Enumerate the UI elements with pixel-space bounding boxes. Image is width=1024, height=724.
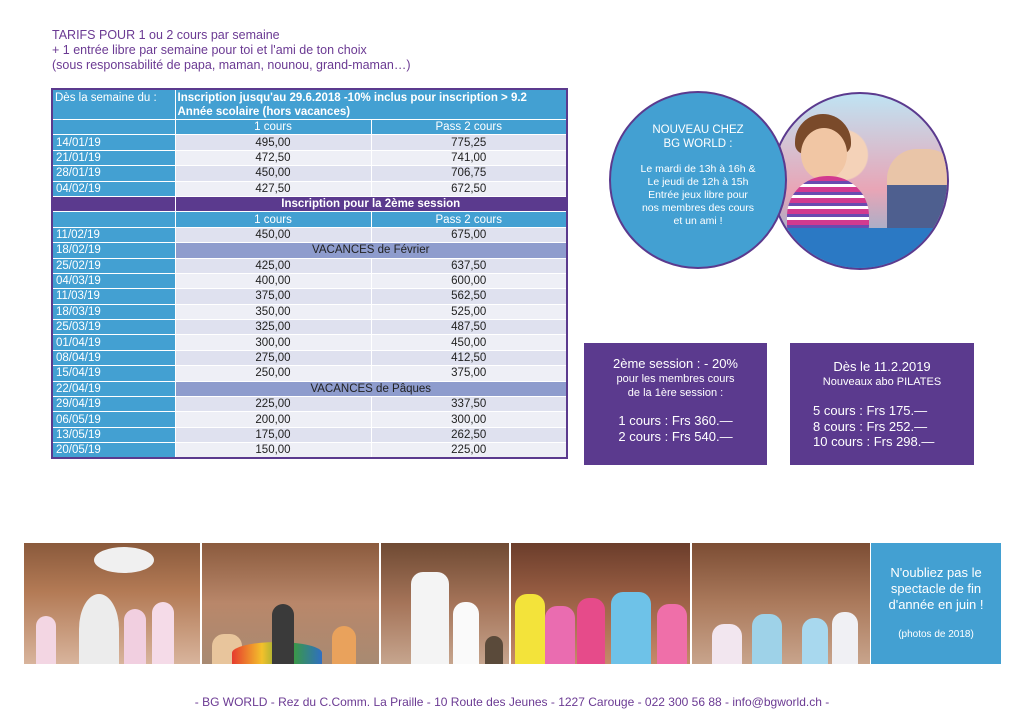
pilates-offer-price: 10 cours : Frs 298.—	[813, 434, 935, 449]
col-header-1-cours: 1 cours	[175, 212, 371, 227]
row-date: 20/05/19	[52, 443, 175, 459]
row-price-1: 350,00	[175, 304, 371, 319]
pilates-offer-box	[790, 343, 974, 465]
session-offer-price: 1 cours : Frs 360.—	[618, 413, 733, 428]
session-offer-title: 2ème session : - 20%	[612, 356, 738, 371]
empty-cell	[52, 120, 175, 135]
photo-shape	[773, 228, 947, 268]
table-row	[52, 181, 567, 196]
show-photo	[511, 543, 692, 664]
row-date: 13/05/19	[52, 427, 175, 442]
row-date: 14/01/19	[52, 135, 175, 150]
pilates-offer-price: 5 cours : Frs 175.—	[813, 403, 928, 418]
photo-shape	[577, 598, 605, 664]
row-date: 11/02/19	[52, 227, 175, 242]
footer-contact: - BG WORLD - Rez du C.Comm. La Praille - 10 Route des Jeunes - 1227 Carouge - 022 300 56 88 - info@bgworld.ch -	[194, 695, 830, 709]
info-circle-title-1: NOUVEAU CHEZ	[652, 124, 744, 136]
table-row	[52, 366, 567, 381]
row-price-1: 425,00	[175, 258, 371, 273]
empty-cell	[52, 212, 175, 227]
row-date: 25/02/19	[52, 258, 175, 273]
table-row	[52, 335, 567, 350]
info-circle	[609, 91, 787, 269]
info-circle-title	[611, 123, 785, 151]
show-photo	[381, 543, 511, 664]
show-photo	[692, 543, 870, 664]
photo-shape	[611, 592, 651, 664]
child-photo	[771, 92, 949, 270]
row-price-1: 200,00	[175, 412, 371, 427]
row-date: 25/03/19	[52, 320, 175, 335]
row-price-2: 375,00	[371, 366, 567, 381]
session-empty-cell	[52, 196, 175, 211]
table-row	[52, 289, 567, 304]
info-circle-body	[611, 163, 785, 228]
photo-shape	[411, 572, 449, 664]
pilates-offer-price: 8 cours : Frs 252.—	[813, 418, 928, 434]
row-price-1: 325,00	[175, 320, 371, 335]
photo-shape	[801, 128, 847, 180]
photo-shape	[453, 602, 479, 664]
photo-shape	[79, 594, 119, 664]
intro-line-1: TARIFS POUR 1 ou 2 cours par semaine	[52, 28, 280, 42]
show-photo	[202, 543, 381, 664]
session-offer-sub: pour les membres cours	[616, 373, 735, 385]
row-date: 06/05/19	[52, 412, 175, 427]
vacation-row	[52, 381, 567, 396]
show-photo-strip	[24, 543, 870, 664]
col-header-pass-2-cours: Pass 2 cours	[371, 212, 567, 227]
session-2-label: Inscription pour la 2ème session	[175, 196, 567, 211]
info-circle-line: Entrée jeux libre pour	[648, 189, 748, 201]
info-circle-line: Le jeudi de 12h à 15h	[647, 176, 749, 188]
photo-shape	[712, 624, 742, 664]
table-row	[52, 443, 567, 459]
table-row	[52, 412, 567, 427]
show-notice-line: d'année en juin !	[888, 597, 984, 612]
row-date: 01/04/19	[52, 335, 175, 350]
row-price-1: 275,00	[175, 350, 371, 365]
row-price-1: 472,50	[175, 150, 371, 165]
row-price-2: 487,50	[371, 320, 567, 335]
header-left: Dès la semaine du :	[52, 89, 175, 120]
table-row	[52, 258, 567, 273]
row-price-1: 150,00	[175, 443, 371, 459]
photo-shape	[657, 604, 687, 664]
row-price-2: 562,50	[371, 289, 567, 304]
table-row	[52, 397, 567, 412]
row-price-2: 300,00	[371, 412, 567, 427]
table-row	[52, 427, 567, 442]
vacation-row	[52, 243, 567, 258]
photo-shape	[752, 614, 782, 664]
row-date: 04/03/19	[52, 273, 175, 288]
row-date: 21/01/19	[52, 150, 175, 165]
col-header-1-cours: 1 cours	[175, 120, 371, 135]
vacation-label: VACANCES de Février	[175, 243, 567, 258]
row-price-2: 412,50	[371, 350, 567, 365]
row-date: 04/02/19	[52, 181, 175, 196]
photo-shape	[332, 626, 356, 664]
col-header-pass-2-cours: Pass 2 cours	[371, 120, 567, 135]
show-notice-line: spectacle de fin	[890, 581, 982, 596]
show-photo	[24, 543, 202, 664]
header-right-line-2: Année scolaire (hors vacances)	[177, 106, 351, 118]
show-notice-note: (photos de 2018)	[898, 629, 974, 640]
show-notice-line: N'oubliez pas le	[890, 565, 982, 580]
tarifs-table	[51, 88, 568, 459]
photo-shape	[802, 618, 828, 664]
session-offer-price: 2 cours : Frs 540.—	[618, 428, 733, 444]
row-price-1: 450,00	[175, 166, 371, 181]
photo-shape	[152, 602, 174, 664]
row-price-1: 427,50	[175, 181, 371, 196]
row-price-1: 375,00	[175, 289, 371, 304]
photo-shape	[272, 604, 294, 664]
session-2-offer-box	[584, 343, 767, 465]
table-row	[52, 273, 567, 288]
row-price-1: 495,00	[175, 135, 371, 150]
row-price-2: 525,00	[371, 304, 567, 319]
row-date: 22/04/19	[52, 381, 175, 396]
header-right-line-1: Inscription jusqu'au 29.6.2018 -10% inclus pour inscription > 9.2	[177, 92, 527, 104]
photo-shape	[832, 612, 858, 664]
row-date: 15/04/19	[52, 366, 175, 381]
table-row	[52, 350, 567, 365]
photo-shape	[787, 176, 869, 236]
row-price-2: 262,50	[371, 427, 567, 442]
info-circle-line: et un ami !	[673, 215, 723, 227]
table-row	[52, 166, 567, 181]
show-notice-box	[871, 543, 1001, 664]
row-price-2: 741,00	[371, 150, 567, 165]
row-price-1: 450,00	[175, 227, 371, 242]
row-price-2: 450,00	[371, 335, 567, 350]
row-price-1: 175,00	[175, 427, 371, 442]
pilates-offer-sub: Nouveaux abo PILATES	[822, 376, 942, 388]
row-date: 29/04/19	[52, 397, 175, 412]
table-row	[52, 135, 567, 150]
row-date: 18/02/19	[52, 243, 175, 258]
row-date: 11/03/19	[52, 289, 175, 304]
intro-line-3: (sous responsabilité de papa, maman, nounou, grand-maman…)	[52, 58, 411, 72]
row-price-2: 600,00	[371, 273, 567, 288]
pilates-offer-title: Dès le 11.2.2019	[833, 359, 931, 374]
row-price-2: 225,00	[371, 443, 567, 459]
table-row	[52, 320, 567, 335]
row-price-1: 250,00	[175, 366, 371, 381]
row-price-2: 675,00	[371, 227, 567, 242]
photo-shape	[485, 636, 503, 664]
photo-shape	[515, 594, 545, 664]
row-date: 28/01/19	[52, 166, 175, 181]
row-date: 18/03/19	[52, 304, 175, 319]
intro-line-2: + 1 entrée libre par semaine pour toi et l'ami de ton choix	[52, 43, 367, 57]
row-price-2: 637,50	[371, 258, 567, 273]
session-offer-sub: de la 1ère session :	[627, 387, 724, 399]
photo-shape	[94, 547, 154, 573]
row-date: 08/04/19	[52, 350, 175, 365]
info-circle-line: Le mardi de 13h à 16h &	[640, 163, 756, 175]
row-price-1: 225,00	[175, 397, 371, 412]
vacation-label: VACANCES de Pâques	[175, 381, 567, 396]
info-circle-title-2: BG WORLD :	[663, 138, 733, 150]
header-right	[175, 89, 567, 120]
row-price-2: 337,50	[371, 397, 567, 412]
row-price-1: 300,00	[175, 335, 371, 350]
row-price-2: 706,75	[371, 166, 567, 181]
table-row	[52, 304, 567, 319]
show-notice-text	[871, 565, 1001, 613]
photo-shape	[545, 606, 575, 664]
photo-shape	[36, 616, 56, 664]
row-price-2: 672,50	[371, 181, 567, 196]
table-row	[52, 150, 567, 165]
row-price-1: 400,00	[175, 273, 371, 288]
table-row	[52, 227, 567, 242]
info-circle-line: nos membres des cours	[641, 202, 755, 214]
row-price-2: 775,25	[371, 135, 567, 150]
photo-shape	[124, 609, 146, 664]
intro-text	[52, 28, 411, 73]
